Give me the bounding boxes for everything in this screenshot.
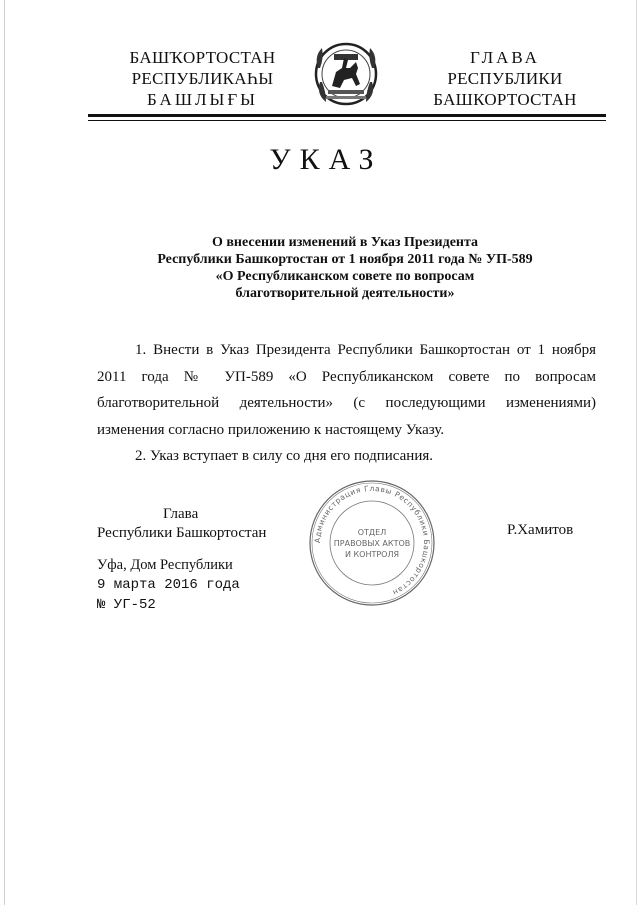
signatory-region: Республики Башкортостан [97,525,267,541]
paragraph: 2. Указ вступает в силу со дня его подписания. [135,448,433,464]
stamp-center-line: ПРАВОВЫХ АКТОВ [333,539,411,548]
document-footer [97,555,240,615]
header-right-line: БАШКОРТОСТАН [433,90,577,109]
header-left-line: БАШҠОРТОСТАН [129,48,276,67]
page-edge [4,0,5,905]
page-edge [636,0,637,905]
header-left-line: БАШЛЫҒЫ [147,90,258,109]
stamp-center-line: ОТДЕЛ [357,528,387,537]
coat-of-arms-icon [312,38,380,110]
signatory-title [97,505,266,543]
stamp-center-line: И КОНТРОЛЯ [344,550,400,559]
issue-place: Уфа, Дом Республики [97,557,233,573]
header-divider [88,114,606,117]
issue-date: 9 марта 2016 года [97,577,240,593]
title-line: О внесении изменений в Указ Президента [211,235,479,250]
official-stamp [306,478,438,608]
title-line: «О Республиканском совете по вопросам [215,269,475,284]
header-left-line: РЕСПУБЛИКАҺЫ [131,69,274,88]
title-line: благотворительной деятельности» [235,286,455,301]
document-number: № УГ-52 [97,597,156,613]
document-title [120,234,570,302]
document-body [97,337,596,470]
paragraph: 1. Внести в Указ Президента Республики Башкортостан от 1 ноября 2011 года № УП-589 «О Республиканском совете по вопросам благотворительной деятельности» (с последующими изменениями) изменения согласно приложению к настоящему Указу. [97,342,596,438]
stamp-ring-text: Администрация Главы Республики Башкортостан [312,483,432,598]
header-right-line: РЕСПУБЛИКИ [447,69,563,88]
title-line: Республики Башкортостан от 1 ноября 2011 года № УП-589 [157,252,533,267]
signatory-name: Р.Хамитов [507,522,574,538]
document-type-heading: УКАЗ [269,143,383,176]
header-right-line: ГЛАВА [470,48,540,67]
header-right-block [420,47,590,110]
header-divider [88,120,606,121]
header-left-block [110,47,295,110]
signatory-position: Глава [163,506,199,522]
